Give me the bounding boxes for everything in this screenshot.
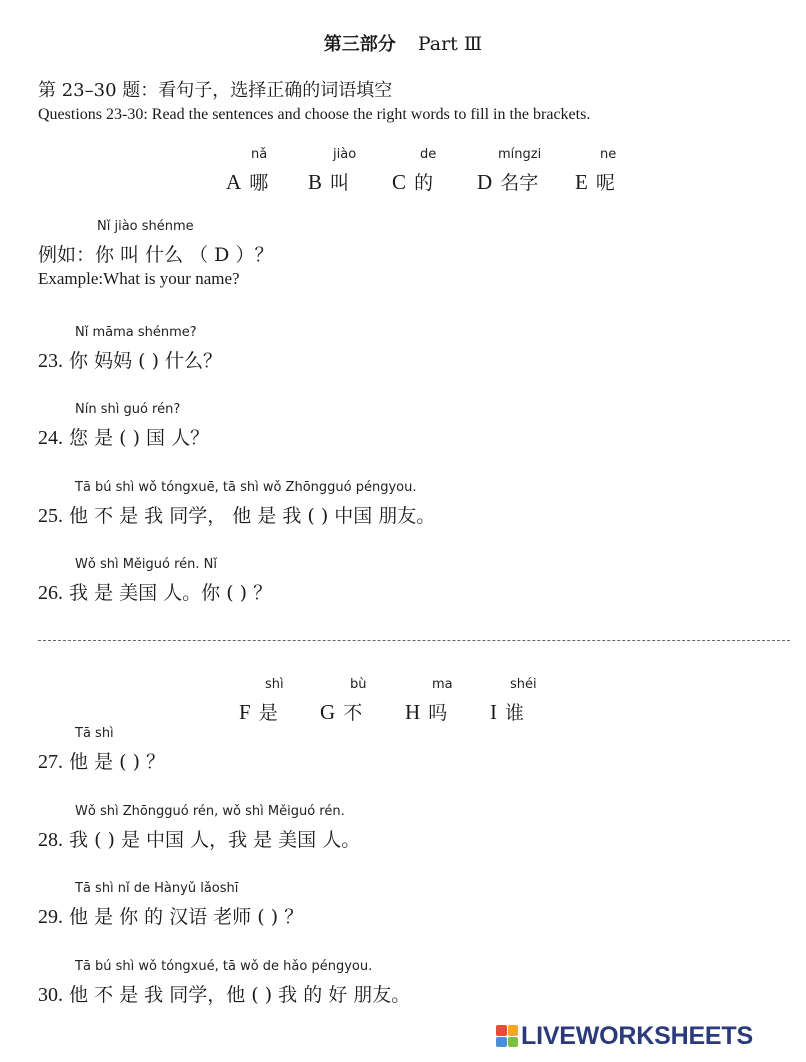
question-number: 28. bbox=[38, 829, 63, 851]
page-title bbox=[0, 30, 806, 56]
option-f-pinyin: shì bbox=[265, 677, 284, 692]
option-letter: B bbox=[308, 170, 323, 194]
option-d[interactable] bbox=[477, 168, 538, 195]
question-text[interactable]: 您 是 ( ) 国 人？ bbox=[69, 427, 210, 449]
instructions-chinese: 第 23–30 题：看句子，选择正确的词语填空 bbox=[38, 80, 393, 101]
question-23 bbox=[38, 346, 222, 373]
title-chinese: 第三部分 bbox=[323, 34, 396, 55]
option-letter: D bbox=[477, 170, 493, 194]
option-word: 不 bbox=[343, 702, 363, 724]
option-g-pinyin: bù bbox=[350, 677, 367, 692]
q27-pinyin: Tā shì bbox=[75, 726, 114, 741]
q28-pinyin: Wǒ shì Zhōngguó rén, wǒ shì Měiguó rén. bbox=[75, 804, 345, 819]
q25-pinyin: Tā bú shì wǒ tóngxuē, tā shì wǒ Zhōngguó péngyou. bbox=[75, 480, 417, 495]
q30-pinyin: Tā bú shì wǒ tóngxué, tā wǒ de hǎo péngyou. bbox=[75, 959, 373, 974]
logo-text: LIVEWORKSHEETS bbox=[521, 1021, 753, 1050]
question-29 bbox=[38, 902, 303, 929]
question-number: 29. bbox=[38, 906, 63, 928]
question-text[interactable]: 他 是 ( ) ？ bbox=[69, 751, 166, 773]
question-number: 23. bbox=[38, 350, 63, 372]
question-26 bbox=[38, 578, 272, 605]
instructions-english: Questions 23-30: Read the sentences and choose the right words to fill in the brackets. bbox=[38, 106, 591, 123]
logo-square-green bbox=[508, 1037, 519, 1048]
option-letter: I bbox=[490, 700, 497, 724]
q29-pinyin: Tā shì nǐ de Hànyǔ lǎoshī bbox=[75, 881, 239, 896]
option-word: 哪 bbox=[249, 172, 269, 194]
question-text[interactable]: 你 妈妈 ( ) 什么？ bbox=[69, 350, 223, 372]
q26-pinyin: Wǒ shì Měiguó rén. Nǐ bbox=[75, 557, 217, 572]
option-letter: F bbox=[239, 700, 251, 724]
question-text[interactable]: 他 不 是 我 同学，他 ( ) 我 的 好 朋友。 bbox=[69, 984, 411, 1006]
option-a-pinyin: nǎ bbox=[251, 147, 268, 162]
option-c-pinyin: de bbox=[420, 147, 437, 162]
title-english: Part Ⅲ bbox=[417, 33, 483, 55]
option-word: 谁 bbox=[505, 702, 525, 724]
section-divider bbox=[38, 640, 790, 641]
logo-square-orange bbox=[508, 1025, 519, 1036]
question-28 bbox=[38, 825, 360, 852]
q24-pinyin: Nín shì guó rén? bbox=[75, 402, 181, 417]
question-number: 24. bbox=[38, 427, 63, 449]
option-letter: G bbox=[320, 700, 336, 724]
option-word: 吗 bbox=[428, 702, 448, 724]
q23-pinyin: Nǐ māma shénme? bbox=[75, 325, 197, 340]
example-pinyin: Nǐ jiào shénme bbox=[97, 219, 194, 234]
option-e-pinyin: ne bbox=[600, 147, 617, 162]
liveworksheets-logo[interactable] bbox=[496, 1022, 753, 1050]
option-g[interactable] bbox=[320, 698, 362, 725]
option-h[interactable] bbox=[405, 698, 447, 725]
option-letter: A bbox=[226, 170, 242, 194]
logo-square-red bbox=[496, 1025, 507, 1036]
example-english: Example:What is your name? bbox=[38, 269, 240, 288]
option-word: 叫 bbox=[330, 172, 350, 194]
question-27 bbox=[38, 747, 165, 774]
question-30 bbox=[38, 980, 410, 1007]
question-25 bbox=[38, 501, 435, 528]
option-word: 的 bbox=[414, 172, 434, 194]
question-number: 27. bbox=[38, 751, 63, 773]
question-number: 25. bbox=[38, 505, 63, 527]
option-letter: H bbox=[405, 700, 421, 724]
option-c[interactable] bbox=[392, 168, 433, 195]
question-text[interactable]: 我 是 美国 人。你 ( ) ？ bbox=[69, 582, 273, 604]
logo-grid-icon bbox=[496, 1025, 518, 1047]
question-24 bbox=[38, 423, 209, 450]
question-text[interactable]: 我 ( ) 是 中国 人，我 是 美国 人。 bbox=[69, 829, 361, 851]
example-text: 你 叫 什么 （ D ）？ bbox=[95, 244, 274, 266]
option-i[interactable] bbox=[490, 698, 524, 725]
logo-square-blue bbox=[496, 1037, 507, 1048]
question-text[interactable]: 他 不 是 我 同学， 他 是 我 ( ) 中国 朋友。 bbox=[69, 505, 436, 527]
option-d-pinyin: míngzi bbox=[498, 147, 542, 162]
option-i-pinyin: shéi bbox=[510, 677, 537, 692]
option-e[interactable] bbox=[575, 168, 615, 195]
option-letter: C bbox=[392, 170, 407, 194]
example-sentence bbox=[38, 240, 273, 267]
option-word: 名字 bbox=[500, 172, 539, 194]
example-label: 例如： bbox=[38, 244, 96, 266]
option-word: 呢 bbox=[595, 172, 615, 194]
option-b[interactable] bbox=[308, 168, 349, 195]
question-number: 26. bbox=[38, 582, 63, 604]
option-b-pinyin: jiào bbox=[333, 147, 357, 162]
option-h-pinyin: ma bbox=[432, 677, 453, 692]
question-text[interactable]: 他 是 你 的 汉语 老师 ( ) ？ bbox=[69, 906, 304, 928]
option-f[interactable] bbox=[239, 698, 278, 725]
question-number: 30. bbox=[38, 984, 63, 1006]
option-word: 是 bbox=[258, 702, 278, 724]
option-a[interactable] bbox=[226, 168, 268, 195]
option-letter: E bbox=[575, 170, 588, 194]
